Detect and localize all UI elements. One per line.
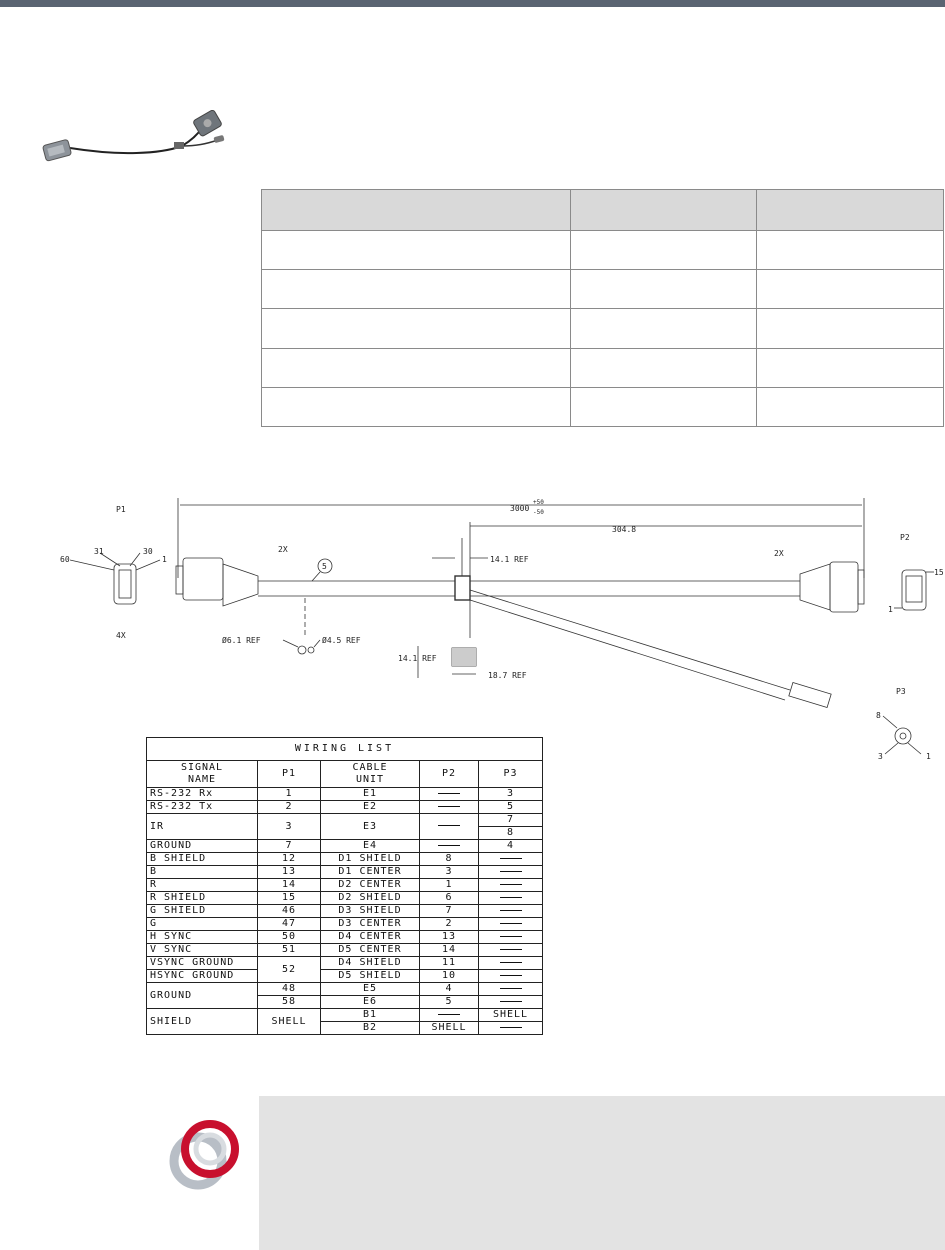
header-cable-unit: CABLE UNIT xyxy=(321,761,420,788)
cable-photo xyxy=(40,110,230,170)
header-p3: P3 xyxy=(479,761,543,788)
table-row: B 13 D1 CENTER 3 xyxy=(147,866,543,879)
table-row: B2 SHELL xyxy=(147,1022,543,1035)
wiring-title: WIRING LIST xyxy=(147,738,543,761)
table-row: RS-232 Rx 1 E1 3 xyxy=(147,788,543,801)
dia-6: Ø6.1 REF xyxy=(222,636,261,645)
label-p3: P3 xyxy=(896,687,906,696)
spec-row xyxy=(262,348,944,387)
dim-tol-minus: -50 xyxy=(533,509,544,516)
table-row: SHIELD SHELL B1 SHELL xyxy=(147,1009,543,1022)
qty-4x: 4X xyxy=(116,631,126,640)
header-p1: P1 xyxy=(258,761,321,788)
spec-row xyxy=(262,309,944,348)
table-row: R SHIELD 15 D2 SHIELD 6 xyxy=(147,892,543,905)
qty-2x-right: 2X xyxy=(774,549,784,558)
header-p2: P2 xyxy=(420,761,479,788)
wiring-list xyxy=(146,737,543,1035)
spec-row xyxy=(262,387,944,426)
wiring-header xyxy=(147,761,543,788)
balloon-5: 5 xyxy=(322,562,327,571)
table-row: GROUND 48 E5 4 xyxy=(147,983,543,996)
dim-304: 304.8 xyxy=(612,525,637,534)
table-row: G SHIELD 46 D3 SHIELD 7 xyxy=(147,905,543,918)
pin-1-p1: 1 xyxy=(162,555,167,564)
table-row: 58 E6 5 xyxy=(147,996,543,1009)
cable-drawing xyxy=(0,478,945,778)
spec-row xyxy=(262,231,944,270)
dim-length: 3000 xyxy=(510,504,530,513)
table-row: H SYNC 50 D4 CENTER 13 xyxy=(147,931,543,944)
p2-pin-15: 15 xyxy=(934,568,944,577)
qty-2x-left: 2X xyxy=(278,545,288,554)
pin-60: 60 xyxy=(60,555,70,564)
dim-14-ref-side: 14.1 REF xyxy=(398,654,437,663)
table-row: RS-232 Tx 2 E2 5 xyxy=(147,801,543,814)
dim-14-ref-top: 14.1 REF xyxy=(490,555,529,564)
spec-table xyxy=(261,189,944,427)
spec-row xyxy=(262,270,944,309)
label-p2: P2 xyxy=(900,533,910,542)
dim-18-ref: 18.7 REF xyxy=(488,671,527,680)
table-row: GROUND 7 E4 4 xyxy=(147,840,543,853)
p3-pin-1: 1 xyxy=(926,752,931,761)
p3-pin-8: 8 xyxy=(876,711,881,720)
pin-30: 30 xyxy=(143,547,153,556)
table-row: VSYNC GROUND 52 D4 SHIELD 11 xyxy=(147,957,543,970)
table-row: IR 3 E3 7 xyxy=(147,814,543,827)
label-p1: P1 xyxy=(116,505,126,514)
header-signal-name: SIGNAL NAME xyxy=(147,761,258,788)
p2-pin-1: 1 xyxy=(888,605,893,614)
top-bar xyxy=(0,0,945,7)
table-row: R 14 D2 CENTER 1 xyxy=(147,879,543,892)
table-row: HSYNC GROUND D5 SHIELD 10 xyxy=(147,970,543,983)
p3-pin-3: 3 xyxy=(878,752,883,761)
table-row: B SHIELD 12 D1 SHIELD 8 xyxy=(147,853,543,866)
table-row: 8 xyxy=(147,827,543,840)
polycom-logo xyxy=(166,1117,244,1195)
table-row: G 47 D3 CENTER 2 xyxy=(147,918,543,931)
dim-tol-plus: +50 xyxy=(533,499,544,506)
pin-31: 31 xyxy=(94,547,104,556)
table-row: V SYNC 51 D5 CENTER 14 xyxy=(147,944,543,957)
spec-header-row xyxy=(262,190,944,231)
dia-4: Ø4.5 REF xyxy=(322,636,361,645)
note-box xyxy=(259,1096,945,1250)
